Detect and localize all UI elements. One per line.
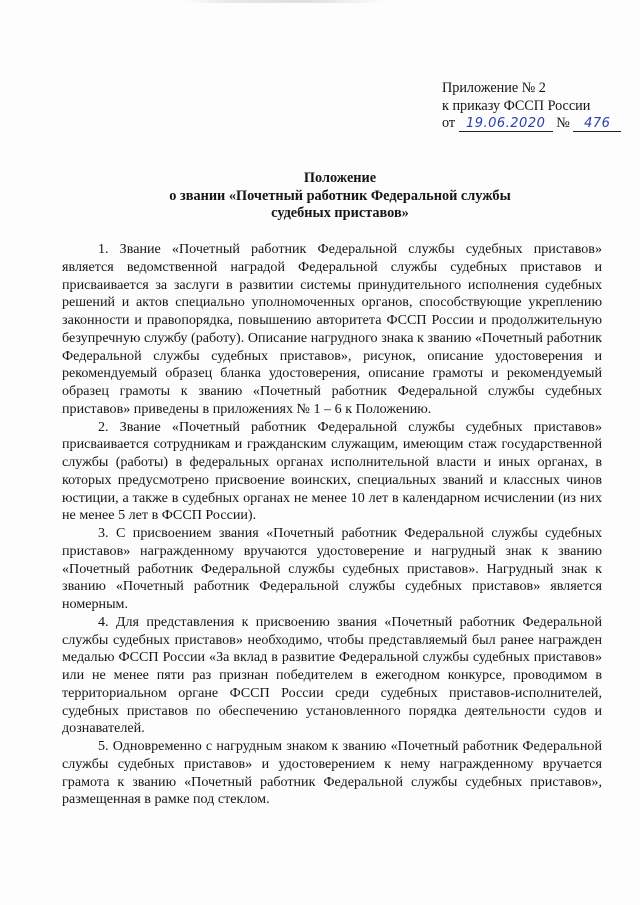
appendix-block [442,80,632,133]
paragraph-1: 1. Звание «Почетный работник Федеральной службы судебных приставов» является ведомственной наградой Федеральной службы судебных приставов и присваивается за заслуги в развитии системы принудительного исполнения судебных решений и актов специально уполномоченных органов, способствующие укреплению законности и правопорядка, повышению авторитета ФССП России и продолжительную безупречную службу (работу). Описание нагрудного знака к званию «Почетный работник Федеральной службы судебных приставов», рисунок, описание удостоверения и рекомендуемый образец бланка удостоверения, описание грамоты и рекомендуемый образец грамоты к званию «Почетный работник Федеральной службы судебных приставов» приведены в приложениях № 1 – 6 к Положению. [62,241,602,417]
title-line-1: Положение [303,170,377,186]
paragraph-2: 2. Звание «Почетный работник Федеральной службы судебных приставов» присваивается сотрудникам и гражданским служащим, имеющим стаж государственной службы (работы) в федеральных органах исполнительной власти и иных органах, в которых предусмотрено присвоение воинских, специальных званий и классных чинов юстиции, а также в судебных органах не менее 10 лет в календарном исчислении (из них не менее 5 лет в ФССП России). [62,418,602,524]
title-line-2: о звании «Почетный работник Федеральной службы [169,187,511,204]
appendix-line-1: Приложение № 2 [442,80,546,96]
document-title [80,170,600,223]
appendix-number-prefix: № [556,115,570,131]
paragraph-5: 5. Одновременно с нагрудным знаком к званию «Почетный работник Федеральной службы судебных приставов» и удостоверением к нему награжденному вручается грамота к званию «Почетный работник Федеральной службы судебных приставов», размещенная в рамке под стеклом. [62,738,602,808]
handwritten-date: 19.06.2020 [459,117,553,132]
appendix-line-2: к приказу ФССП России [442,97,591,114]
appendix-date-prefix: от [442,115,456,131]
title-line-3: судебных приставов» [271,205,409,221]
paragraph-3: 3. С присвоением звания «Почетный работник Федеральной службы судебных приставов» награжденному вручаются удостоверение и нагрудный знак к званию «Почетный работник Федеральной службы судебных приставов». Нагрудный знак к званию «Почетный работник Федеральной службы судебных приставов» является номерным. [62,525,602,612]
handwritten-number: 476 [573,117,621,132]
document-body [62,241,602,809]
appendix-line-3 [442,115,632,133]
paragraph-4: 4. Для представления к присвоению звания «Почетный работник Федеральной службы судебных приставов» необходимо, чтобы представляемый был ранее награжден медалью ФССП России «За вклад в развитие Федеральной службы судебных приставов» или не менее пяти раз признан победителем в ежегодном конкурсе, проводимом в территориальном органе ФССП России среди судебных приставов-исполнителей, судебных приставов по обеспечению установленного порядка деятельности судов и дознавателей. [62,613,602,737]
scan-artifact [185,0,385,3]
